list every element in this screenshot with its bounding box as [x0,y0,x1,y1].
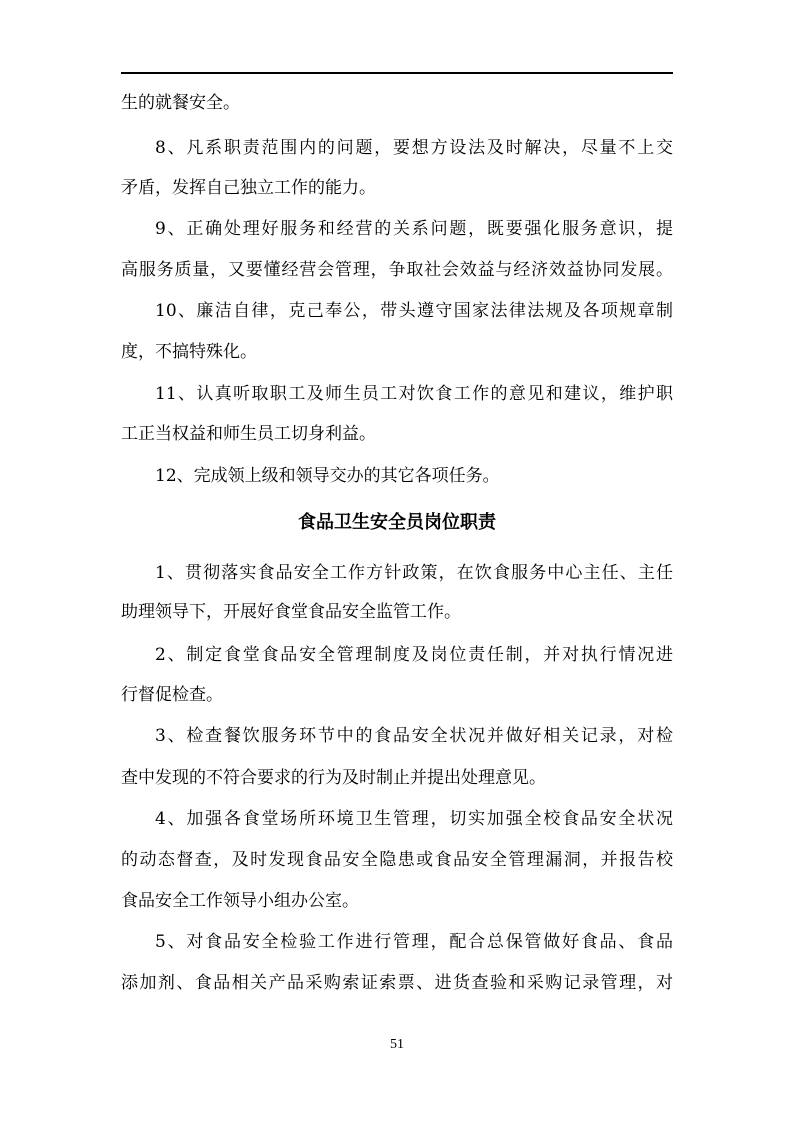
page-number: 51 [390,1037,404,1052]
paragraph-line: 4、加强各食堂场所环境卫生管理，切实加强全校食品安全状况 [155,809,673,829]
paragraph-line: 12、完成领上级和领导交办的其它各项任务。 [155,466,500,486]
header-rule [121,72,673,74]
section-heading: 食品卫生安全员岗位职责 [298,512,496,533]
paragraph-line: 9、正确处理好服务和经营的关系问题，既要强化服务意识，提 [155,219,673,239]
paragraph-line: 添加剂、食品相关产品采购索证索票、进货查验和采购记录管理，对 [121,973,673,993]
paragraph-line: 3、检查餐饮服务环节中的食品安全状况并做好相关记录，对检 [155,726,673,746]
paragraph-line: 8、凡系职责范围内的问题，要想方设法及时解决，尽量不上交 [155,138,673,158]
paragraph-line: 查中发现的不符合要求的行为及时制止并提出处理意见。 [121,768,546,788]
paragraph-line: 食品安全工作领导小组办公室。 [121,891,359,911]
paragraph-line: 5、对食品安全检验工作进行管理，配合总保管做好食品、食品 [155,932,673,952]
paragraph-line: 的动态督查，及时发现食品安全隐患或食品安全管理漏洞，并报告校 [121,850,673,870]
paragraph-line: 助理领导下，开展好食堂食品安全监管工作。 [121,602,461,622]
paragraph-line: 10、廉洁自律，克己奉公，带头遵守国家法律法规及各项规章制 [155,301,673,321]
paragraph-line: 2、制定食堂食品安全管理制度及岗位责任制，并对执行情况进 [155,645,673,665]
paragraph-line: 生的就餐安全。 [121,93,240,113]
paragraph-line: 工正当权益和师生员工切身利益。 [121,424,376,444]
paragraph-line: 度，不搞特殊化。 [121,342,257,362]
paragraph-line: 矛盾，发挥自己独立工作的能力。 [121,178,376,198]
paragraph-line: 高服务质量，又要懂经营会管理，争取社会效益与经济效益协同发展。 [121,260,673,280]
paragraph-line: 11、认真听取职工及师生员工对饮食工作的意见和建议，维护职 [155,384,673,404]
paragraph-line: 1、贯彻落实食品安全工作方针政策，在饮食服务中心主任、主任 [155,563,673,583]
paragraph-line: 行督促检查。 [121,685,223,705]
